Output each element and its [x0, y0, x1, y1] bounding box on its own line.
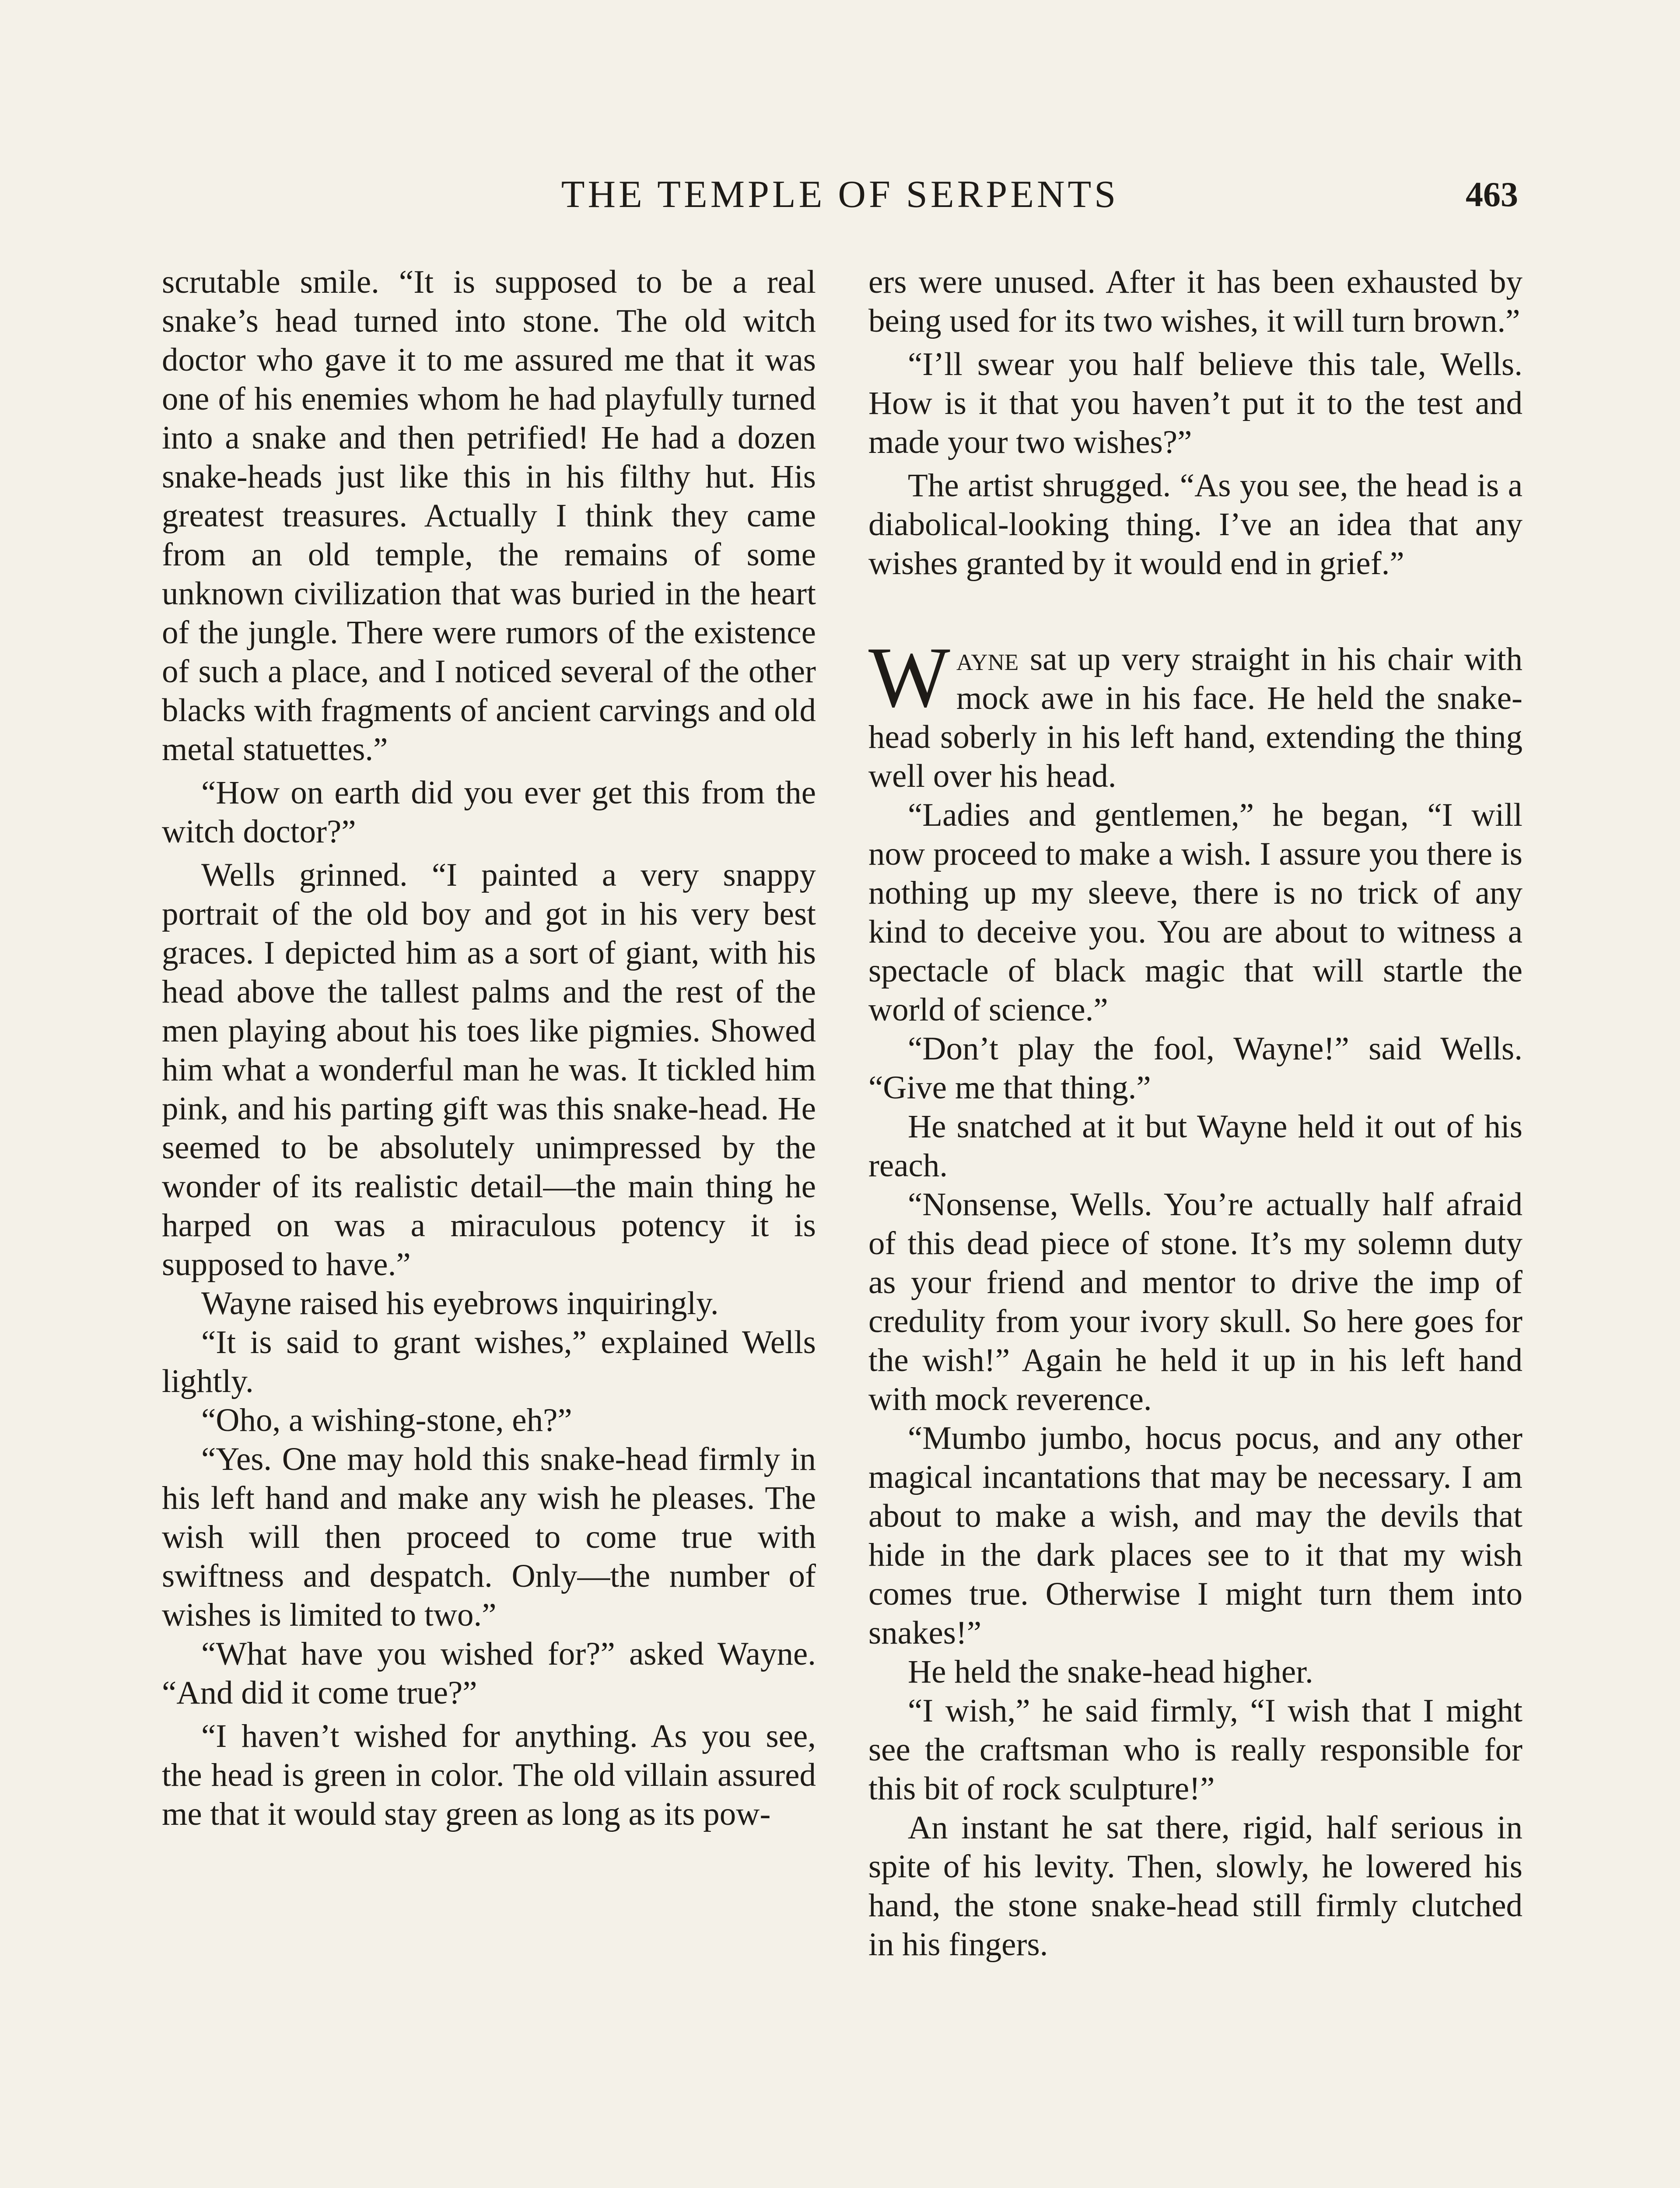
paragraph: “Nonsense, Wells. You’re actually half afraid of this dead piece of stone. It’s my solemn duty as your friend and mentor to drive the imp of credulity from your ivory skull. So here goes for the wish!” Again he held it up in his left hand with mock reverence.: [868, 1186, 1522, 1417]
right-column: [868, 263, 1522, 1964]
paragraph: “What have you wished for?” asked Wayne. “And did it come true?”: [162, 1636, 816, 1711]
paragraph: “I’ll swear you half believe this tale, Wells. How is it that you haven’t put it to the test and made your two wishes?”: [868, 346, 1522, 460]
paragraph: The artist shrugged. “As you see, the head is a diabolical-looking thing. I’ve an idea that any wishes granted by it would end in grief.”: [868, 467, 1522, 582]
paragraph: “Ladies and gentlemen,” he began, “I will now proceed to make a wish. I assure you there is nothing up my sleeve, there is no trick of any kind to deceive you. You are about to witness a spectacle of black magic that will startle the world of science.”: [868, 797, 1522, 1028]
running-head: [162, 168, 1518, 221]
paragraph: Wayne raised his eyebrows inquiringly.: [201, 1285, 719, 1322]
page-number: 463: [1466, 175, 1518, 214]
section-opening-text: sat up very straight in his chair with mock awe in his face. He held the snake-head soberly in his left hand, extending the thing well over his head.: [868, 641, 1522, 794]
paragraph: Wells grinned. “I painted a very snappy portrait of the old boy and got in his very best graces. I depicted him as a sort of giant, with his head above the tallest palms and the rest of the men playing about his toes like pigmies. Showed him what a wonderful man he was. It tickled him pink, and his parting gift was this snake-head. He seemed to be absolutely unimpressed by the wonder of its realistic detail—the main thing he harped on was a miraculous potency it is supposed to have.”: [162, 857, 816, 1283]
paragraph: “I wish,” he said firmly, “I wish that I might see the craftsman who is really responsible for this bit of rock sculpture!”: [868, 1693, 1522, 1807]
paragraph: An instant he sat there, rigid, half serious in spite of his levity. Then, slowly, he lowered his hand, the stone snake-head still firmly clutched in his fingers.: [868, 1809, 1522, 1963]
paragraph: “How on earth did you ever get this from the witch doctor?”: [162, 775, 816, 850]
paragraph: “I haven’t wished for anything. As you see, the head is green in color. The old villain assured me that it would stay green as long as its pow-: [162, 1718, 816, 1832]
paragraph: “Yes. One may hold this snake-head firmly in his left hand and make any wish he pleases. The wish will then proceed to come true with swiftness and despatch. Only—the number of wishes is limited to two.”: [162, 1441, 816, 1633]
small-caps-lead: ayne: [956, 641, 1019, 677]
paragraph: “Mumbo jumbo, hocus pocus, and any other magical incantations that may be necessary. I am about to make a wish, and may the devils that hide in the dark places see to it that my wish comes true. Otherwise I might turn them into snakes!”: [868, 1420, 1522, 1651]
paragraph: He snatched at it but Wayne held it out of his reach.: [868, 1108, 1522, 1184]
paragraph: ers were unused. After it has been exhausted by being used for its two wishes, it will turn brown.”: [868, 264, 1522, 339]
drop-cap: W: [868, 629, 950, 725]
paragraph: He held the snake-head higher.: [908, 1654, 1313, 1690]
running-title: THE TEMPLE OF SERPENTS: [561, 173, 1119, 216]
paragraph: “Don’t play the fool, Wayne!” said Wells. “Give me that thing.”: [868, 1031, 1522, 1106]
paragraph: scrutable smile. “It is supposed to be a real snake’s head turned into stone. The old witch doctor who gave it to me assured me that it was one of his enemies whom he had playfully turned into a snake and then petrified! He had a dozen snake-heads just like this in his filthy hut. His greatest treasures. Actually I think they came from an old temple, the remains of some unknown civilization that was buried in the heart of the jungle. There were rumors of the existence of such a place, and I noticed several of the other blacks with fragments of ancient carvings and old metal statuettes.”: [162, 264, 816, 768]
paragraph: “It is said to grant wishes,” explained Wells lightly.: [162, 1324, 816, 1399]
section-opening-paragraph: [868, 629, 1522, 796]
paragraph: “Oho, a wishing-stone, eh?”: [201, 1402, 572, 1438]
left-column: [162, 263, 816, 1834]
